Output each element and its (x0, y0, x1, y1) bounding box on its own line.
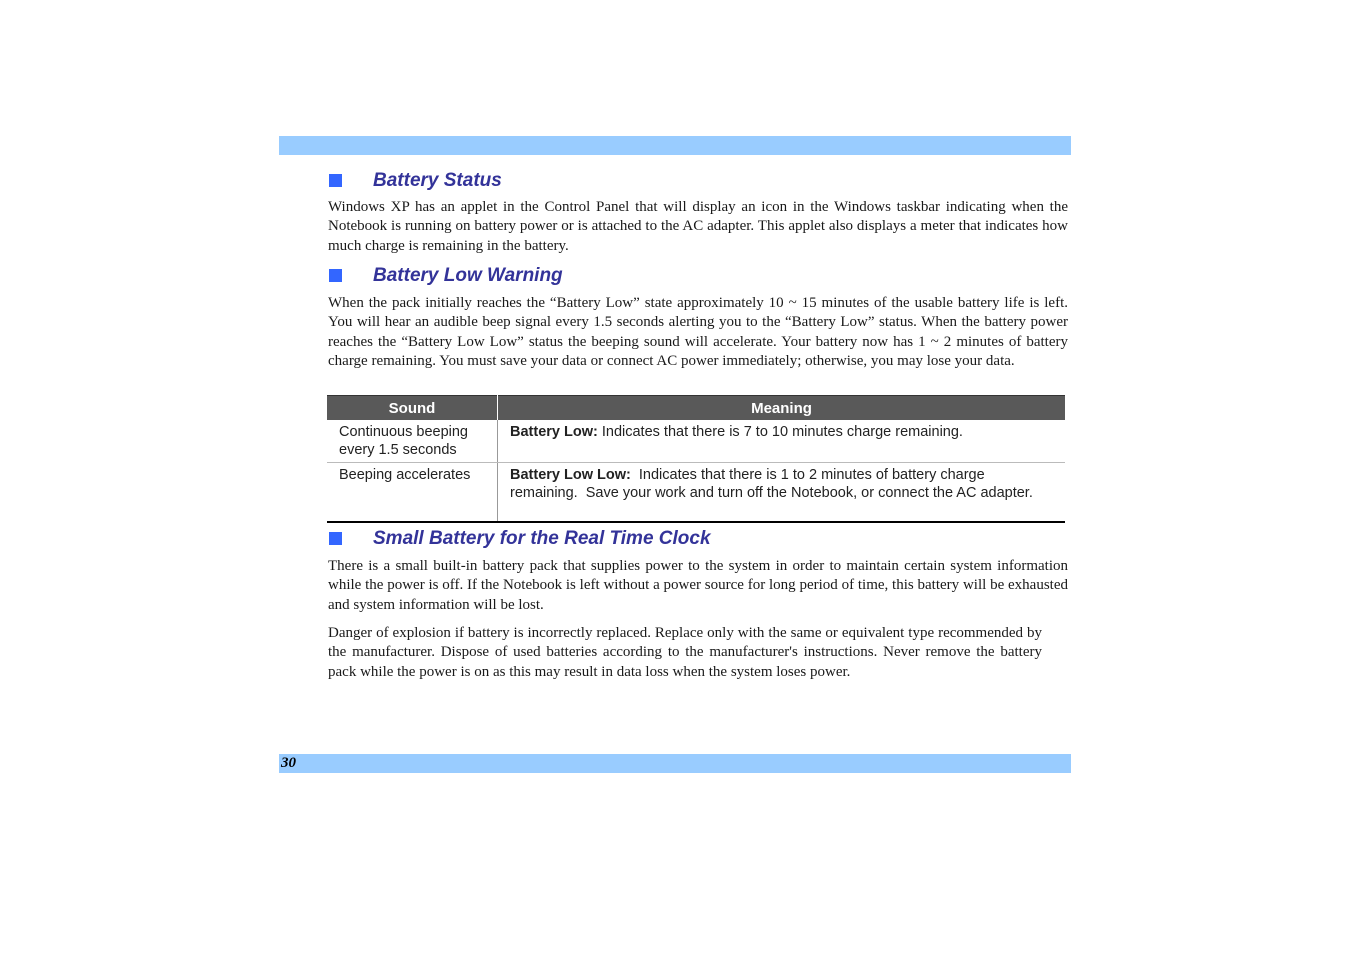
battery-status-paragraph: Windows XP has an applet in the Control Panel that will display an icon in the Windows taskbar indicating when the Notebook is running on battery power or is attached to the AC adapter. This applet also displays a meter that indicates how much charge is remaining in the battery. (328, 199, 1068, 254)
heading-text: Battery Status (373, 170, 502, 191)
page-number: 30 (281, 755, 296, 771)
real-time-clock-paragraph: There is a small built-in battery pack that supplies power to the system in order to maintain certain system information while the power is off. If the Notebook is left without a power source for long period of time, this battery will be exhausted and system information will be lost. (328, 558, 1068, 613)
meaning-term: Battery Low Low: (510, 467, 631, 483)
meaning-cell (498, 420, 1066, 463)
heading-text: Small Battery for the Real Time Clock (373, 528, 711, 549)
square-bullet-icon (329, 174, 342, 187)
column-header-sound: Sound (327, 396, 498, 421)
footer-band (279, 754, 1071, 773)
table-row (327, 463, 1065, 523)
battery-sound-table (327, 395, 1065, 523)
sound-cell: Beeping accelerates (327, 463, 498, 523)
square-bullet-icon (329, 532, 342, 545)
square-bullet-icon (329, 269, 342, 282)
table-row (327, 420, 1065, 463)
table-header-row (327, 396, 1065, 421)
meaning-text: Indicates that there is 7 to 10 minutes charge remaining. (597, 424, 963, 440)
battery-low-warning-paragraph: When the pack initially reaches the “Battery Low” state approximately 10 ~ 15 minutes of the usable battery life is left. You will hear an audible beep signal every 1.5 seconds alerting you to the “Battery Low” status. When the battery power reaches the “Battery Low Low” status the beeping sound will accelerate. Your battery now has 1 ~ 2 minutes of battery charge remaining. You must save your data or connect AC power immediately; otherwise, you may lose your data. (328, 295, 1068, 369)
heading-text: Battery Low Warning (373, 265, 563, 286)
sound-cell: Continuous beeping every 1.5 seconds (327, 420, 498, 463)
explosion-warning-paragraph: Danger of explosion if battery is incorrectly replaced. Replace only with the same or equivalent type recommended by the manufacturer. Dispose of used batteries according to the manufacturer's instructions. Never remove the battery pack while the power is on as this may result in data loss when the system loses power. (328, 625, 1042, 680)
column-header-meaning: Meaning (498, 396, 1066, 421)
meaning-cell (498, 463, 1066, 523)
meaning-text: Indicates that there is 1 to 2 minutes of battery charge remaining. Save your work and turn off the Notebook, or connect the AC adapter. (510, 467, 1033, 501)
meaning-term: Battery Low: (510, 424, 598, 440)
header-band (279, 136, 1071, 155)
